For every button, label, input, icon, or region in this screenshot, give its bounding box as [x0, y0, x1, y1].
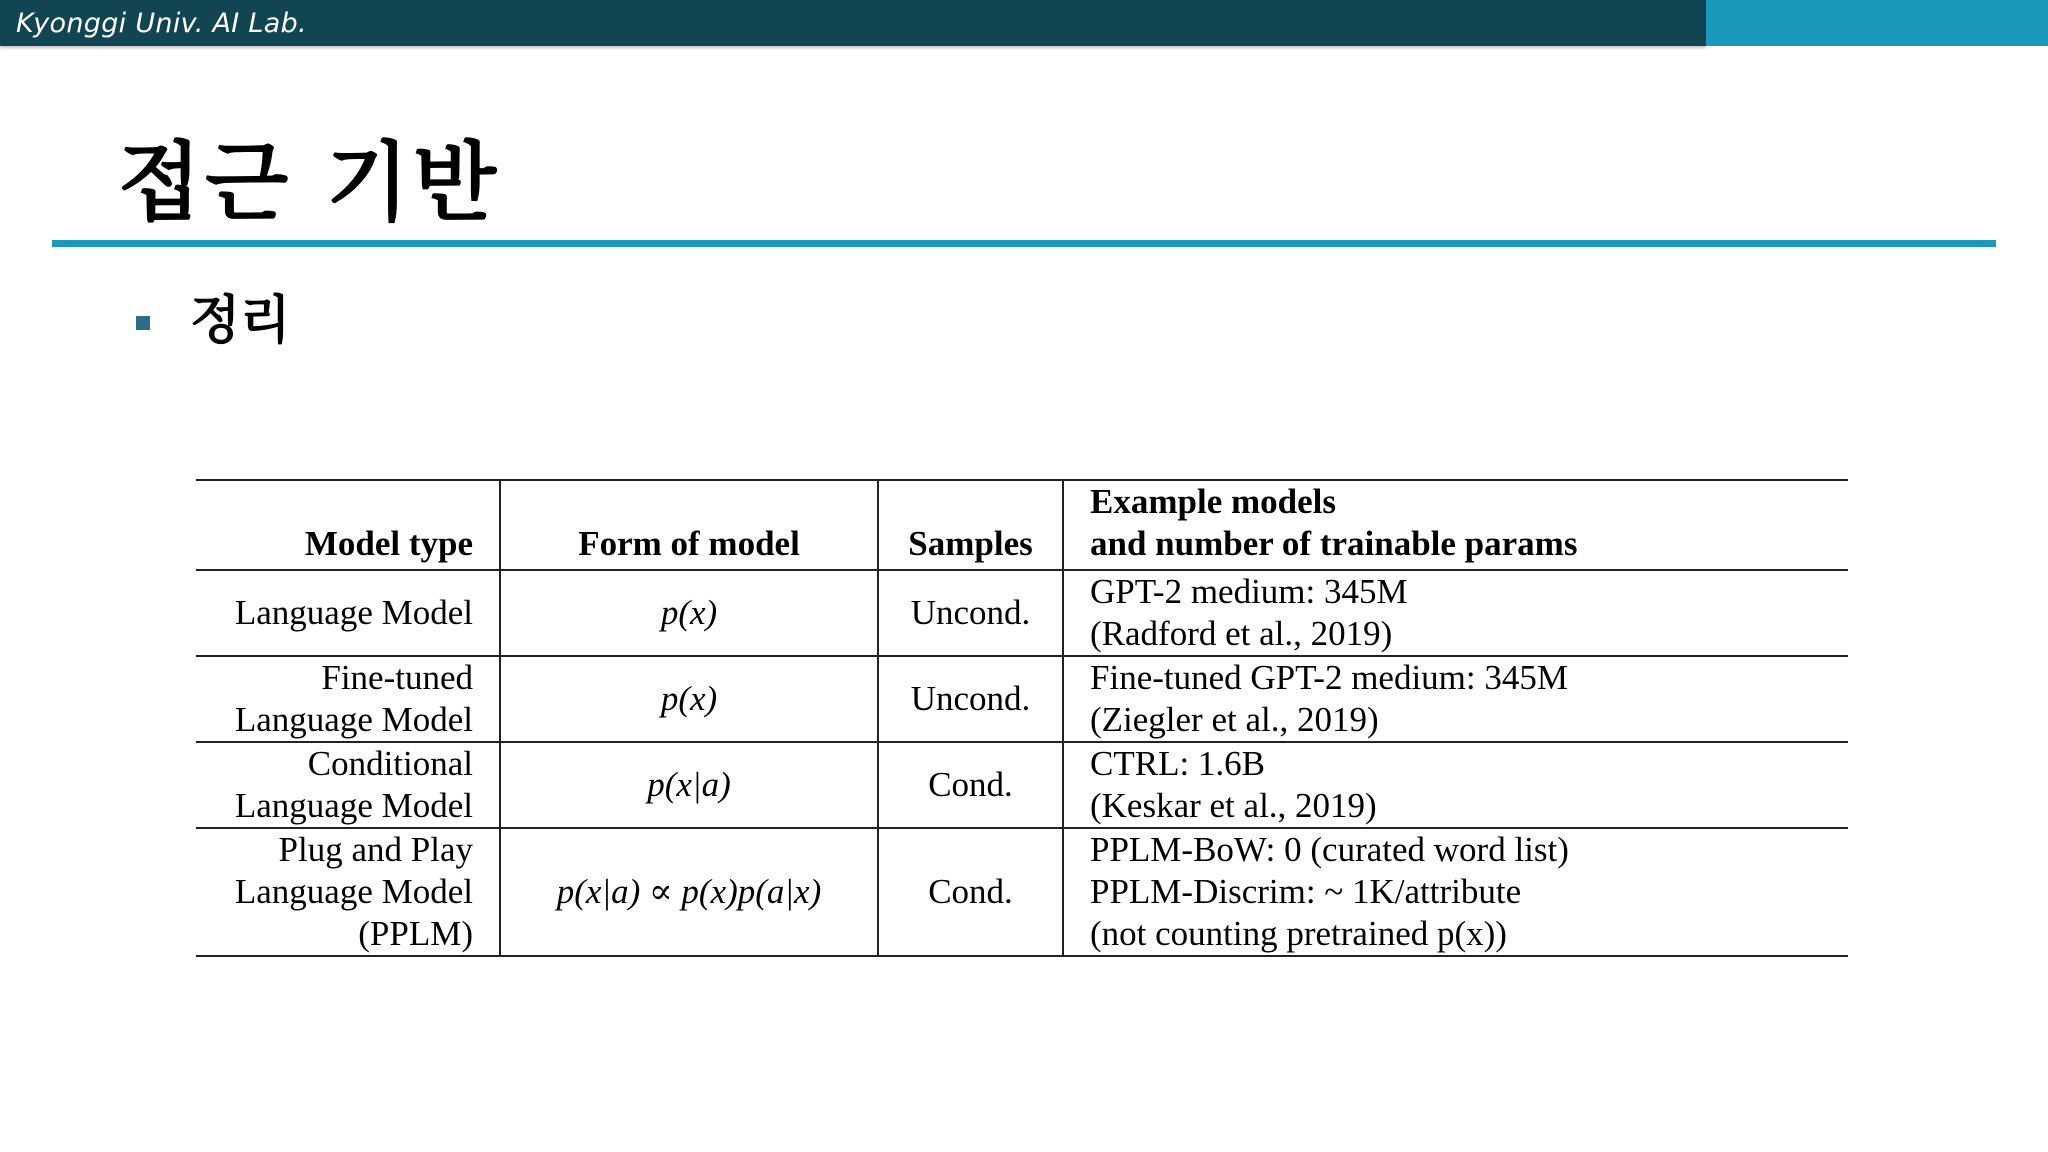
cell-model-type-line: (PPLM) [358, 914, 473, 953]
cell-samples: Uncond. [878, 570, 1063, 656]
cell-model-type [196, 742, 500, 828]
cell-form: p(x|a) ∝ p(x)p(a|x) [500, 828, 878, 956]
cell-model-type-line: Language Model [234, 872, 473, 911]
cell-example-line: (not counting pretrained p(x)) [1090, 914, 1507, 953]
header-samples: Samples [878, 480, 1063, 570]
cell-samples: Cond. [878, 742, 1063, 828]
table-row [196, 570, 1848, 656]
cell-example-line: (Radford et al., 2019) [1090, 614, 1393, 653]
cell-examples [1063, 570, 1848, 656]
title-divider [52, 240, 1996, 247]
cell-samples: Uncond. [878, 656, 1063, 742]
header-accent-block [1706, 0, 2048, 46]
comparison-table [196, 479, 1848, 957]
cell-model-type-line: Language Model [234, 593, 473, 632]
bullet-square-icon [136, 316, 150, 330]
lab-name: Kyonggi Univ. AI Lab. [16, 7, 307, 39]
cell-example-line: (Ziegler et al., 2019) [1090, 700, 1379, 739]
cell-examples [1063, 656, 1848, 742]
cell-model-type-line: Language Model [234, 700, 473, 739]
header-example-models [1063, 480, 1848, 570]
cell-example-line: CTRL: 1.6B [1090, 744, 1266, 783]
cell-model-type-line: Conditional [307, 744, 473, 783]
table-header-row [196, 480, 1848, 570]
cell-model-type-line: Plug and Play [278, 830, 473, 869]
cell-example-line: (Keskar et al., 2019) [1090, 786, 1377, 825]
cell-example-line: GPT-2 medium: 345M [1090, 572, 1408, 611]
table-row [196, 742, 1848, 828]
header-bar [0, 0, 2048, 46]
table-row [196, 656, 1848, 742]
cell-model-type-line: Fine-tuned [321, 658, 473, 697]
cell-examples [1063, 742, 1848, 828]
cell-model-type [196, 828, 500, 956]
cell-form: p(x) [500, 570, 878, 656]
bullet-text: 정리 [190, 291, 291, 351]
header-bar-main [0, 0, 1706, 46]
cell-samples: Cond. [878, 828, 1063, 956]
cell-examples [1063, 828, 1848, 956]
cell-example-line: PPLM-BoW: 0 (curated word list) [1090, 830, 1569, 869]
cell-model-type [196, 656, 500, 742]
cell-form: p(x) [500, 656, 878, 742]
cell-example-line: Fine-tuned GPT-2 medium: 345M [1090, 658, 1569, 697]
header-example-line2: and number of trainable params [1090, 524, 1578, 563]
cell-example-line: PPLM-Discrim: ~ 1K/attribute [1090, 872, 1522, 911]
cell-model-type-line: Language Model [234, 786, 473, 825]
cell-model-type [196, 570, 500, 656]
table-row [196, 828, 1848, 956]
cell-form: p(x|a) [500, 742, 878, 828]
header-example-line1: Example models [1090, 482, 1336, 521]
header-model-type: Model type [196, 480, 500, 570]
model-table [196, 479, 1848, 957]
page-title: 접근 기반 [118, 133, 501, 233]
header-form-of-model: Form of model [500, 480, 878, 570]
